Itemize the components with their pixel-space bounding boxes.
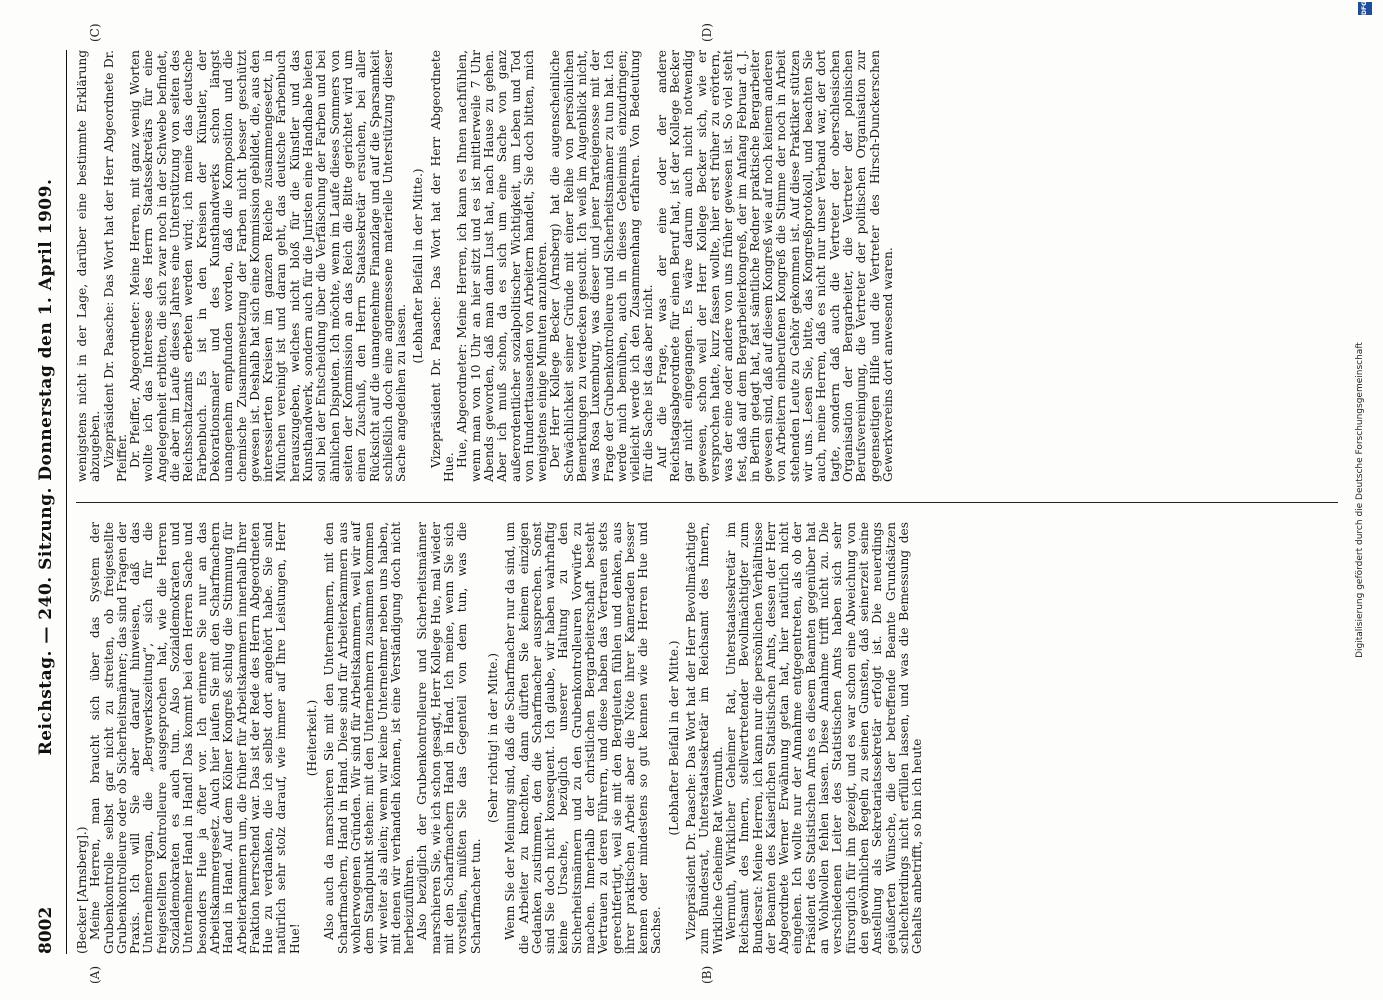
left-column <box>76 522 924 954</box>
paragraph: Also bezüglich der Grubenkontrolleure und Sicherheitsmänner marschieren Sie, wie ich schon gesagt, Herr Kollege Hue, mal wieder mit den Scharfmachern Hand in Hand. Ich meine, wenn Sie sich vorstellen, müßten Sie das Gegenteil von dem tun, was die Scharfmacher tun. <box>415 522 483 954</box>
speech-pfeiffer: Dr. Pfeiffer, Abgeordneter: Meine Herren, mit ganz wenig Worten wollte ich das Interesse des Herrn Staatssekretärs für eine Angelegenheit erbitten, die sich zwar noch in der Schwebe befindet, die aber im Laufe dieses Jahres eine Unterstützung von seiten des Reichsschatzamts erbeten werden wird; ich meine das deutsche Farbenbuch. Es ist in den Kreisen der Künstler, der Dekorationsmaler und des Kunsthandwerks schon längst unangenehm empfunden worden, daß die Komposition und die chemische Zusammensetzung der Farben nicht besser geschützt gewesen ist. Deshalb hat sich eine Kommission gebildet, die, aus den interessierten Kreisen im ganzen Reiche zusammengesetzt, in München vereinigt ist und daran geht, das deutsche Farbenbuch herauszugeben, welches nicht bloß für die Künstler und das Kunsthandwerk, sondern auch für die Juristen eine Handhabe bieten soll bei der Entscheidung über die Verfälschung der Farben und bei ähnlichen Disputen. Ich möchte, wenn im Laufe dieses Sommers von seiten der Kommission an das Reich die Bitte gerichtet wird um einen Zuschuß, den Herrn Staatssekretär ersuchen, bei aller Rücksicht auf die unangenehme Finanzlage und auf die Sparsamkeit schließlich doch eine angemessene materielle Unterstützung dieser Sache angedeihen zu lassen. <box>128 50 409 482</box>
chair-announcement: Vizepräsident Dr. Paasche: Das Wort hat der Herr Abgeordnete Dr. Pfeiffer. <box>101 50 129 482</box>
paragraph: Meine Herren, man braucht sich über das System der Grubenkontrolle selbst gar nicht zu streiten, ob freigestellte Grubenkontrolleure oder ob Sicherheitsmänner; das sind Fragen der Praxis. Ich will Sie aber darauf hinweisen, daß das Unternehmerorgan, die „Bergwerkszeitung“, sich für die freigestellten Kontrolleure ausgesprochen hat, wie die Herren Sozialdemokraten es auch tun. Also Sozialdemokraten und Unternehmer Hand in Hand! Das kommt bei den Herren Sache und besonders Hue ja öfter vor. Ich erinnere Sie nur an das Arbeitskammergesetz. Auch hier laufen Sie mit den Scharfmachern Hand in Hand. Auf dem Kölner Kongreß schlug die Stimmung für Arbeiterkammern um, die früher für Arbeitskammern innerhalb Ihrer Fraktion herrschend war. Das ist der Rede des Herrn Abgeordneten Hue zu verdanken, die ich selbst dort angehört habe. Sie sind natürlich sehr stolz darauf, wie immer auf Ihre Leistungen, Herr Hue! <box>88 522 302 954</box>
dfg-logo: DFG <box>1358 2 1372 15</box>
paragraph: Also auch da marschieren Sie mit den Unternehmern, mit den Scharfmachern, Hand in Hand. Diese sind für Arbeiterkammern aus wohlerwogenen Gründen. Wir sind für Arbeitskammern, weil wir auf dem Standpunkt stehen: mit den Unternehmern zusammen kommen wir weiter als allein; wenn wir keine Unternehmer neben uns haben, mit denen wir verhandeln können, ist eine Verständigung doch nicht herbeizuführen. <box>322 522 417 954</box>
margin-marker-a: (A) <box>88 965 102 984</box>
margin-marker-b: (B) <box>700 965 714 984</box>
interjection: (Lebhafter Beifall in der Mitte.) <box>411 168 426 364</box>
right-column <box>76 50 895 482</box>
column-divider <box>76 502 1338 503</box>
margin-marker-c: (C) <box>88 23 102 42</box>
margin-marker-d: (D) <box>700 23 714 42</box>
interjection: (Sehr richtig! in der Mitte.) <box>485 653 500 823</box>
interjection: (Heiterkeit.) <box>305 699 320 777</box>
document-page <box>30 23 1350 984</box>
interjection: (Lebhafter Beifall in der Mitte.) <box>666 640 681 836</box>
chair-announcement: Vizepräsident Dr. Paasche: Das Wort hat der Herr Bevollmächtigte zum Bundesrat, Unterstaatssekretär im Reichsamt des Innern, Wirkliche Geheime Rat Wermuth. <box>684 522 725 954</box>
speech-hue: Hue, Abgeordneter: Meine Herren, ich kann es Ihnen nachfühlen, wenn man von 10 Uhr an hier sitzt und es ist mittlerweile 7 Uhr Abends geworden, daß man dann Lust hat, nach Hause zu gehen. Aber ich muß schon, da es sich um eine Sache von ganz außerordentlicher sozialpolitischer Wichtigkeit, um Leben und Tod von Hunderttausenden von Arbeitern handelt, Sie doch bitten, mich wenigstens einige Minuten anzuhören. <box>455 50 550 482</box>
running-head: Reichstag. — 240. Sitzung. Donnerstag den 1. April 1909. <box>36 178 56 756</box>
speaker-continuation: (Becker [Arnsberg].) <box>75 826 89 954</box>
paragraph: wenigstens nicht in der Lage, darüber eine bestimmte Erklärung abzugeben. <box>75 50 103 482</box>
paragraph: Auf die Frage, was der eine oder der andere Reichstagsabgeordnete für einen Beruf hat, ist der Kollege Becker gar nicht eingegangen. Es wäre darum auch nicht notwendig gewesen, schon weil der Herr Kollege Becker sich, wie er versprochen hatte, kurz fassen wollte, hier erst früher zu erörtern, was der eine oder andere von uns früher gewesen ist. So viel steht fest, daß auf dem Bergarbeiterkongreß, der im Anfang Februar d. J. in Berlin getagt hat, fast sämtliche Redner praktische Bergarbeiter gewesen sind, daß auf diesem Kongreß wie auf noch keinem anderen von Arbeitern einberufenen Kongreß die Stimme der noch in Arbeit stehenden Leute zu Gehör gekommen ist. Auf diese Praktiker stützen wir uns. Lesen Sie, bitte, das Kongreßprotokoll, und beachten Sie auch, meine Herren, daß es nicht nur unser Verband war, der dort tagte, sondern daß auch die Vertreter der oberschlesischen Organisation der Bergarbeiter, die Vertreter der polnischen Berufsvereinigung, die Vertreter der politischen Organisation zur gegenseitigen Hilfe und die Vertreter des Hirsch-Dunckerschen Gewerkvereins dort anwesend waren. <box>654 50 895 482</box>
page-header <box>30 50 67 954</box>
speech-wermuth: Wermuth, Wirklicher Geheimer Rat, Unterstaatssekretär im Reichsamt des Innern, stellvertretender Bevollmächtigter zum Bundesrat: Meine Herren, ich kann nur die persönlichen Verhältnisse der Beamten des Kaiserlichen Statistischen Amts, dessen der Herr Abgeordnete Werner Erwähnung getan hat, hier natürlich nicht eingehen. Ich wollte nur der Annahme entgegentreten, als ob der Präsident des Statistischen Amts es diesem Beamten gegenüber hat an Wohlwollen fehlen lassen. Diese Annahme trifft nicht zu. Die verschiedenen Leiter des Statistischen Amts haben sich sehr fürsorglich für ihn gezeigt, und es war schon eine Abweichung von den gewöhnlichen Regeln zu seinen Gunsten, daß seinerzeit seine Anstellung als Sekretariatssekretär erfolgt ist. Die neuerdings geäußerten Wünsche, die der betreffende Beamte Grundsätzen schlechterdings nicht erfüllen lassen, und was die Bemessung des Gehalts anbetrifft, so bin ich heute <box>723 522 925 954</box>
page-number: 8002 <box>36 906 56 954</box>
paragraph: Wenn Sie der Meinung sind, daß die Scharfmacher nur da sind, um die Arbeiter zu knechten, dann dürften Sie keinem einzigen Gedanken zustimmen, den die Scharfmacher aussprechen. Sonst sind Sie doch nicht konsequent. Ich glaube, wir haben wahrhaftig keine Ursache, bezüglich unserer Haltung zu den Sicherheitsmännern und zu den Grubenkontrolleuren Vorwürfe zu machen. Innerhalb der christlichen Bergarbeiterschaft besteht Vertrauen zu deren Führern, und diese haben das Vertrauen stets gerechtfertigt, weil sie mit den Bergleuten fühlen und denken, aus ihrer praktischen Arbeit aber die Nöte ihrer Kameraden besser kennen oder mindestens so gut kennen wie die Herren Hue und Sachse. <box>503 522 664 954</box>
chair-announcement: Vizepräsident Dr. Paasche: Das Wort hat der Herr Abgeordnete Hue. <box>428 50 457 482</box>
paragraph: Der Herr Kollege Becker (Arnsberg) hat die augenscheinliche Schwächlichkeit seiner Gründe mit einer Reihe von persönlichen Bemerkungen zu verdecken gesucht. Ich weiß im Augenblick nicht, was Rosa Luxemburg, was dieser und jener Parteigenosse mit der Frage der Grubenkontrolleure und Sicherheitsmänner zu tun hat. Ich werde mich bemühen, auch in dieses Geheimnis einzudringen; vielleicht werde ich den Zusammenhang erfahren. Von Bedeutung für die Sache ist das aber nicht. <box>548 50 656 482</box>
digitization-credit: Digitalisierung gefördert durch die Deutsche Forschungsgemeinschaft <box>1355 342 1365 658</box>
